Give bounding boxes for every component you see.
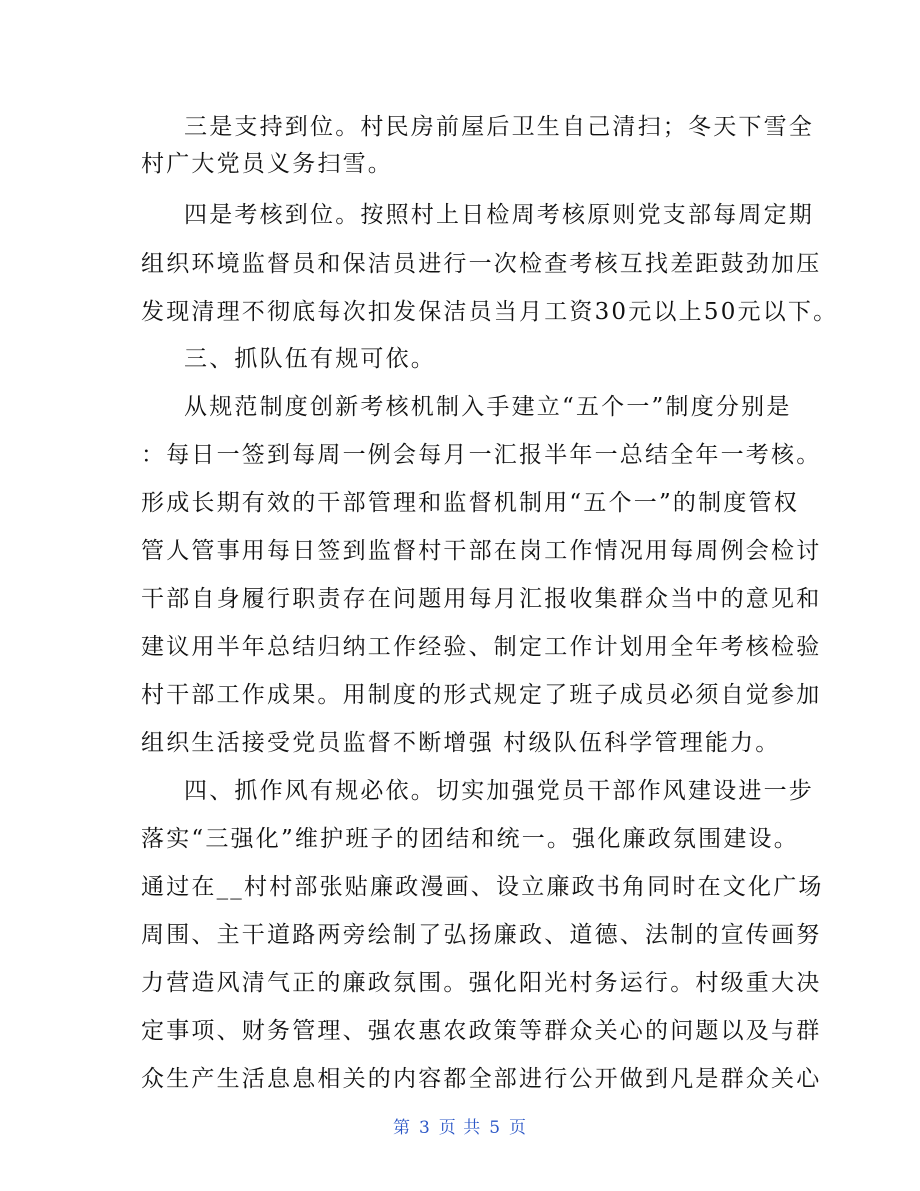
text-line: 组织生活接受党员监督不断增强 村级队伍科学管理能力。: [141, 730, 781, 756]
text-line: 四是考核到位。按照村上日检周考核原则党支部每周定期: [184, 202, 814, 228]
text-line: 发现清理不彻底每次扣发保洁员当月工资30元以上50元以下。: [141, 299, 839, 325]
text-line: 管人管事用每日签到监督村干部在岗工作情况用每周例会检讨: [141, 538, 822, 564]
page-footer: [0, 1113, 920, 1138]
text-line: ：每日一签到每周一例会每月一汇报半年一总结全年一考核。: [141, 442, 822, 468]
text-line: 组织环境监督员和保洁员进行一次检查考核互找差距鼓劲加压: [141, 251, 822, 277]
text-line: 三是支持到位。村民房前屋后卫生自己清扫；冬天下雪全: [184, 114, 814, 140]
text-line: 三、抓队伍有规可依。: [184, 346, 436, 372]
footer-page-number: 3: [418, 1118, 431, 1138]
text-line: 村广大党员义务扫雪。: [141, 151, 393, 177]
text-line: 形成长期有效的干部管理和监督机制用“五个一”的制度管权: [141, 490, 799, 516]
text-line: 众生产生活息息相关的内容都全部进行公开做到凡是群众关心: [141, 1066, 822, 1092]
text-line: 建议用半年总结归纳工作经验、制定工作计划用全年考核检验: [141, 634, 822, 660]
text-line: 通过在__村村部张贴廉政漫画、设立廉政书角同时在文化广场: [141, 874, 824, 900]
text-line: 落实“三强化”维护班子的团结和统一。强化廉政氛围建设。: [141, 826, 799, 852]
text-line: 力营造风清气正的廉政氛围。强化阳光村务运行。村级重大决: [141, 970, 822, 996]
footer-total-pages: 5: [489, 1118, 502, 1138]
text-line: 四、抓作风有规必依。切实加强党员干部作风建设进一步: [184, 778, 814, 804]
footer-middle: 页 共: [438, 1118, 482, 1138]
text-line: 干部自身履行职责存在问题用每月汇报收集群众当中的意见和: [141, 586, 822, 612]
footer-prefix: 第: [392, 1118, 411, 1138]
text-line: 定事项、财务管理、强农惠农政策等群众关心的问题以及与群: [141, 1018, 822, 1044]
text-line: 从规范制度创新考核机制入手建立“五个一”制度分别是: [184, 394, 792, 420]
text-line: 周围、主干道路两旁绘制了弘扬廉政、道德、法制的宣传画努: [141, 922, 822, 948]
footer-suffix: 页: [509, 1118, 528, 1138]
text-line: 村干部工作成果。用制度的形式规定了班子成员必须自觉参加: [141, 682, 822, 708]
